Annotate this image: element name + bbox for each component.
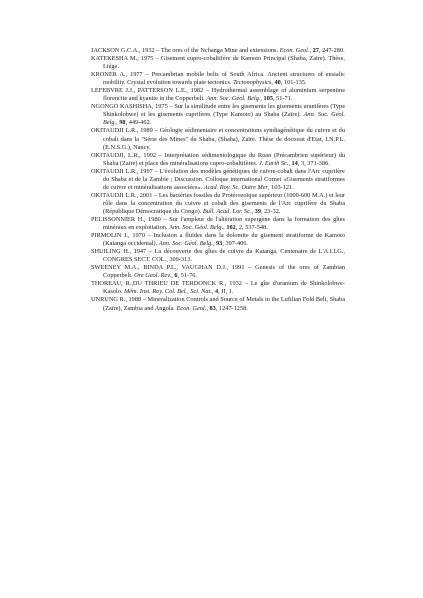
reference-text: Les bactéries fossiles du Protérozoïque supérieur (1000-600 M.A.) et leur rôle dans la concentration du cuivre et cobalt des gisements de l'Arc cuprifère du Shaba (République Démocratique du Congo). xyxy=(103,191,345,215)
reference-entry xyxy=(91,55,345,71)
reference-pages: 51-71. xyxy=(276,95,293,103)
reference-volume: 83 xyxy=(209,304,216,312)
reference-authors: OKITAUDJI L.R., 1989 – xyxy=(91,127,160,135)
reference-authors: THOREAU, R.,DU THRIEU DE TERDONCK R., 1932 – xyxy=(91,280,251,288)
reference-volume: 4 xyxy=(214,288,219,296)
reference-separator: , II, xyxy=(218,288,229,296)
reference-pages: 103-121. xyxy=(271,183,294,191)
reference-separator: , xyxy=(271,79,275,87)
reference-separator: , xyxy=(273,95,277,103)
reference-authors: OKITAUDJI, L.R., 1992 – xyxy=(91,151,165,159)
reference-separator: , xyxy=(261,207,265,215)
reference-authors: KRONER A., 1977 – xyxy=(91,71,152,79)
reference-pages: 247-280. xyxy=(322,47,345,54)
reference-authors: LEFEBVRE J.J., PATTERSON L.E., 1982 – xyxy=(91,87,212,95)
reference-text: The ores of the Nchanga Mine and extensions. xyxy=(160,47,280,54)
reference-separator: , xyxy=(177,272,181,280)
reference-text: Mineralization Controls and Source of Metals in the Lufilian Fold Belt, Shaba (Zaïre), Zambia and Angola. xyxy=(103,296,345,312)
reference-text: L'évolution des modèles génétiques de cuivre-cobalt dans l'Arc cuprifère du Shaba et de la Zambie ; Discussion. Colloque international Cornet «Gisements stratiformes de cuivre et minéralisations associées». xyxy=(103,167,345,191)
reference-pages: 51-76. xyxy=(180,272,197,280)
reference-journal: Econ. Geol. xyxy=(176,304,207,312)
reference-separator: , xyxy=(212,240,216,248)
reference-entry xyxy=(91,47,345,55)
reference-separator: , xyxy=(268,183,272,191)
reference-separator: , xyxy=(125,119,129,127)
reference-text: Le gîte d'uranium de Shinkolobwe-Kasolo. xyxy=(103,280,345,296)
reference-pages: 23-32. xyxy=(264,207,281,215)
reference-authors: SWEENEY M.A., BINDA P.L., VAUGHAN D.J., 1991 – xyxy=(91,264,256,272)
reference-text: La découverte des gîtes de cuivre du Katanga. Centenaire de L'A.I.LG., CONGRES SECT. COL., 309-313. xyxy=(103,248,346,264)
reference-pages: 397-406. xyxy=(225,240,248,248)
reference-separator: , xyxy=(215,304,219,312)
reference-authors: JACKSON G.C.A., 1932 – xyxy=(91,47,161,54)
reference-volume: 39 xyxy=(254,207,261,215)
reference-volume: 105 xyxy=(263,95,273,103)
reference-entry xyxy=(91,216,345,232)
reference-separator: , xyxy=(211,288,215,296)
reference-separator: , xyxy=(309,47,313,54)
reference-entry xyxy=(91,168,345,192)
reference-entry xyxy=(91,127,345,151)
reference-separator: , xyxy=(260,95,264,103)
reference-journal: Ann. Soc. Géol. Belg. xyxy=(169,224,224,232)
reference-text: Géologie sédimentaire et concentrations syndiagénétique du cuivre et du cobalt dans la "Série des Mines" du Shaba, (Shaba), Zaïre. Thèse de doctorat d'Etat, I.N.P.L. (E.N.S.G.), Nancy. xyxy=(103,127,345,151)
reference-journal: Ann. Soc. Géol. Belg. xyxy=(206,95,261,103)
reference-authors: OKITAUDJI L.R., 2001 – xyxy=(91,191,159,199)
reference-authors: SHUILING H., 1947 – xyxy=(91,248,155,256)
reference-separator: , 2, xyxy=(235,224,246,232)
reference-separator: , xyxy=(251,207,255,215)
reference-separator: , xyxy=(288,159,292,167)
reference-separator: , xyxy=(280,79,284,87)
reference-journal: Econ. Geol. xyxy=(279,47,310,54)
reference-text: Precambrian mobile belts of South Africa. Ancient structures of ensialic mobility. Crystal evolution towards plate tectonics. xyxy=(103,71,345,87)
reference-volume: 40 xyxy=(274,79,281,87)
reference-authors: NGONGO KASHISHA, 1975 – xyxy=(91,103,175,111)
reference-volume: 6 xyxy=(174,272,178,280)
reference-journal: J. Earth Sc. xyxy=(258,159,289,167)
reference-text: Gisement cupro-cobaltifère de Kamoto Principal (Shaba, Zaïre). Thèse, Liège. xyxy=(103,55,345,71)
reference-pages: 537-548. xyxy=(245,224,268,232)
reference-entry xyxy=(91,296,345,312)
reference-entry xyxy=(91,152,345,168)
reference-journal: Mém. Inst. Roy. Col. Bel., Sci. Nat. xyxy=(124,288,212,296)
reference-separator: , 3, xyxy=(297,159,308,167)
reference-pages: 1. xyxy=(228,288,234,296)
reference-text: Interprétation sédimentologique du Roan (Précambrien supérieur) du Shaba (Zaïre) et place des minéralisations cupro-cobaltifères. xyxy=(103,151,346,167)
reference-entry xyxy=(91,71,345,87)
reference-entry xyxy=(91,248,345,264)
reference-text: Genesis of the ores of Zambian Copperbelt. xyxy=(103,264,345,280)
reference-separator: , xyxy=(223,224,227,232)
reference-entry xyxy=(91,87,345,103)
reference-authors: PIRMOLIN J., 1970 – xyxy=(91,232,154,240)
reference-journal: Acad. Roy. Sc. Outre Mer xyxy=(203,183,269,191)
reference-journal: Ann. Soc. Géol. Belg. xyxy=(103,111,345,127)
reference-authors: KATEKESHA M., 1975 – xyxy=(91,55,161,63)
reference-authors: OKITAUDJI L.R., 1997 – xyxy=(91,167,160,175)
reference-volume: 93 xyxy=(215,240,223,248)
reference-text: Sur la similitude entre les gisements les gisements uranifères (Type Shinkolobwe) et les gisements cuprifères (Type Kamoto) au Shaba (Zaïre). xyxy=(103,103,345,119)
reference-separator: , xyxy=(318,47,323,54)
reference-separator: , xyxy=(206,304,210,312)
reference-separator: , xyxy=(116,119,120,127)
reference-entry xyxy=(91,280,345,296)
reference-volume: 98 xyxy=(119,119,126,127)
reference-list xyxy=(91,47,345,313)
reference-entry xyxy=(91,264,345,280)
reference-pages: 101-135. xyxy=(283,79,307,87)
reference-journal: Tectonophysics xyxy=(233,79,272,87)
reference-entry xyxy=(91,103,345,127)
reference-journal: Ann. Soc. Géol. Belg. xyxy=(158,240,213,248)
reference-volume: 102 xyxy=(226,224,236,232)
reference-separator: , xyxy=(171,272,175,280)
reference-text: Sur l'ampleur de l'altération supergène dans la formation des gîtes minéraux en exploitation. xyxy=(103,215,345,232)
reference-entry xyxy=(91,192,345,216)
reference-volume: 14 xyxy=(291,159,298,167)
reference-entry xyxy=(91,232,345,248)
reference-authors: UNRUNG R., 1988 – xyxy=(91,296,148,304)
reference-text: Hydrothermal assemblage of aluminium serpentine florencite and kyanite in the Copperbelt. xyxy=(103,87,345,103)
reference-journal: Ore Geol. Rev. xyxy=(134,272,172,280)
reference-authors: PELISSONNIER H., 1980 – xyxy=(91,215,170,223)
reference-text: Inclusion a fluides dans la dolomite du gisement stratiforme de Kamoto (Katanga occidental). xyxy=(103,232,345,248)
reference-pages: 449-462. xyxy=(128,119,152,127)
reference-pages: 371-386. xyxy=(307,159,330,167)
reference-pages: 1247-1258. xyxy=(218,304,248,312)
reference-volume: 27 xyxy=(312,47,319,54)
reference-journal: Bull. Acad. Lor. Sc. xyxy=(202,207,252,215)
reference-separator: , xyxy=(222,240,226,248)
